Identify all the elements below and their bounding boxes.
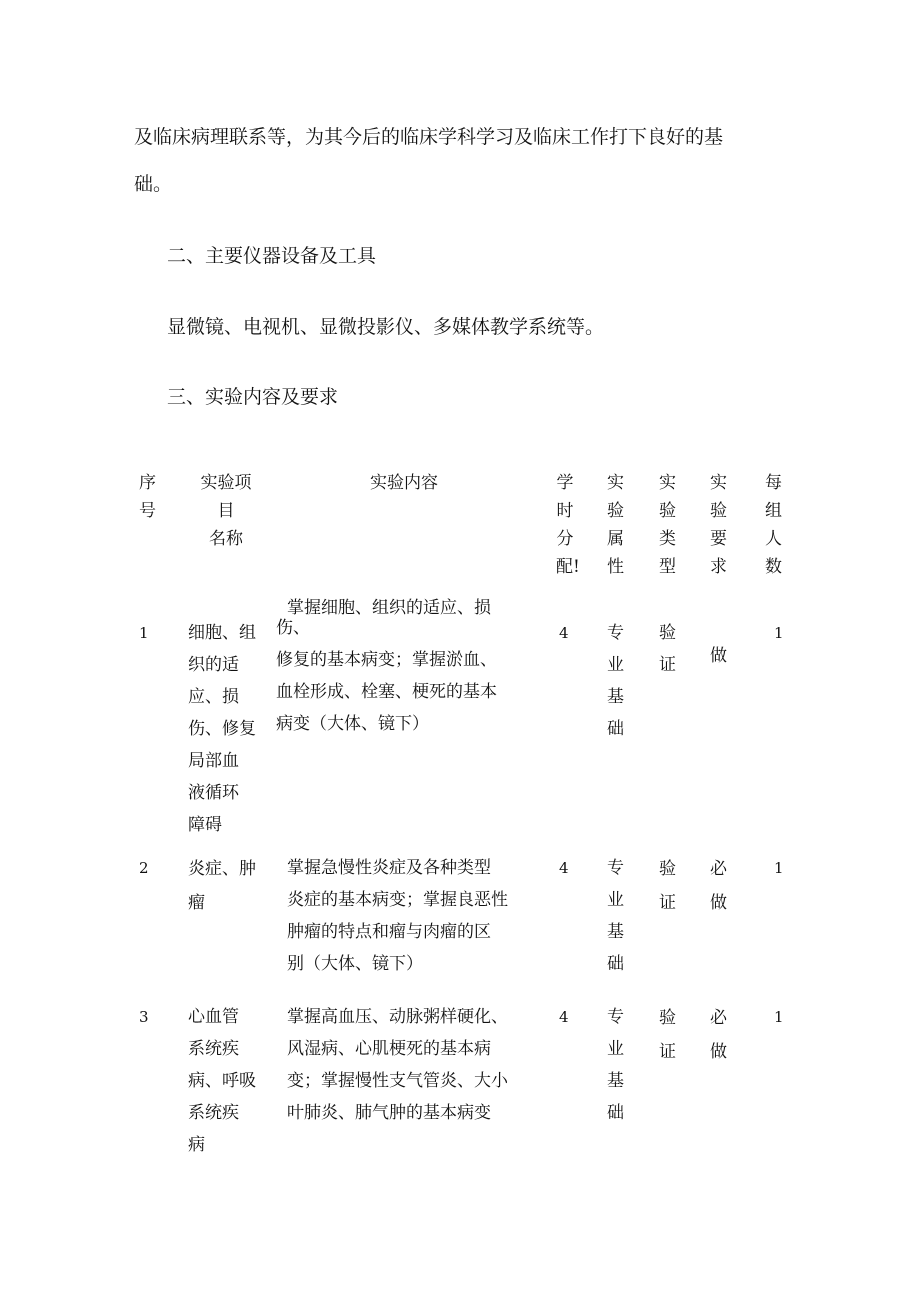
row-1-content-lead: 掌握细胞、组织的适应、损 bbox=[287, 598, 491, 618]
header-type: 实 验 类 型 bbox=[659, 473, 676, 577]
row-3-content: 掌握高血压、动脉粥样硬化、 风湿病、心肌梗死的基本病 变；掌握慢性支气管炎、大小 叶肺炎、肺气肿的基本病变 bbox=[287, 1007, 508, 1123]
header-group: 每 组 人 数 bbox=[765, 473, 782, 577]
header-hours: 学 时 分 配! bbox=[556, 473, 580, 577]
row-2-group: 1 bbox=[774, 859, 784, 877]
row-2-hours: 4 bbox=[559, 859, 569, 877]
equipment-list: 显微镜、电视机、显微投影仪、多媒体教学系统等。 bbox=[167, 316, 605, 338]
section-heading-experiments: 三、实验内容及要求 bbox=[167, 386, 339, 408]
row-3-req: 必 做 bbox=[710, 1008, 727, 1062]
intro-line-2: 础。 bbox=[134, 173, 173, 195]
section-heading-equipment: 二、主要仪器设备及工具 bbox=[167, 245, 377, 267]
row-3-group: 1 bbox=[774, 1008, 784, 1026]
row-2-content: 掌握急慢性炎症及各种类型 炎症的基本病变；掌握良恶性 肿瘤的特点和瘤与肉瘤的区 别（大体、镜下） bbox=[287, 858, 508, 974]
row-1-type: 验 证 bbox=[659, 623, 676, 675]
intro-line-1: 及临床病理联系等，为其今后的临床学科学习及临床工作打下良好的基 bbox=[134, 126, 724, 148]
header-seq: 序 号 bbox=[139, 473, 156, 521]
row-2-type: 验 证 bbox=[659, 859, 676, 913]
row-1-seq: 1 bbox=[139, 624, 149, 642]
row-1-hours: 4 bbox=[559, 624, 569, 642]
row-3-name: 心血管 系统疾 病、呼吸 系统疾 病 bbox=[188, 1007, 256, 1155]
header-name: 实验项 目 名称 bbox=[200, 473, 252, 549]
row-1-attr: 专 业 基 础 bbox=[607, 623, 624, 739]
row-3-type: 验 证 bbox=[659, 1008, 676, 1062]
row-2-seq: 2 bbox=[139, 859, 149, 877]
row-1-content: 伤、 修复的基本病变；掌握淤血、 血栓形成、栓塞、梗死的基本 病变（大体、镜下） bbox=[276, 618, 497, 734]
row-3-attr: 专 业 基 础 bbox=[607, 1007, 624, 1123]
row-1-req: 做 bbox=[710, 646, 727, 666]
header-attr: 实 验 属 性 bbox=[607, 473, 624, 577]
header-content: 实验内容 bbox=[370, 473, 438, 493]
header-req: 实 验 要 求 bbox=[710, 473, 727, 577]
row-2-attr: 专 业 基 础 bbox=[607, 858, 624, 974]
row-2-name: 炎症、肿 瘤 bbox=[188, 859, 256, 913]
row-1-name: 细胞、组 织的适 应、损 伤、修复 局部血 液循环 障碍 bbox=[188, 623, 256, 835]
row-2-req: 必 做 bbox=[710, 859, 727, 913]
row-1-group: 1 bbox=[774, 624, 784, 642]
row-3-hours: 4 bbox=[559, 1008, 569, 1026]
row-3-seq: 3 bbox=[139, 1008, 149, 1026]
